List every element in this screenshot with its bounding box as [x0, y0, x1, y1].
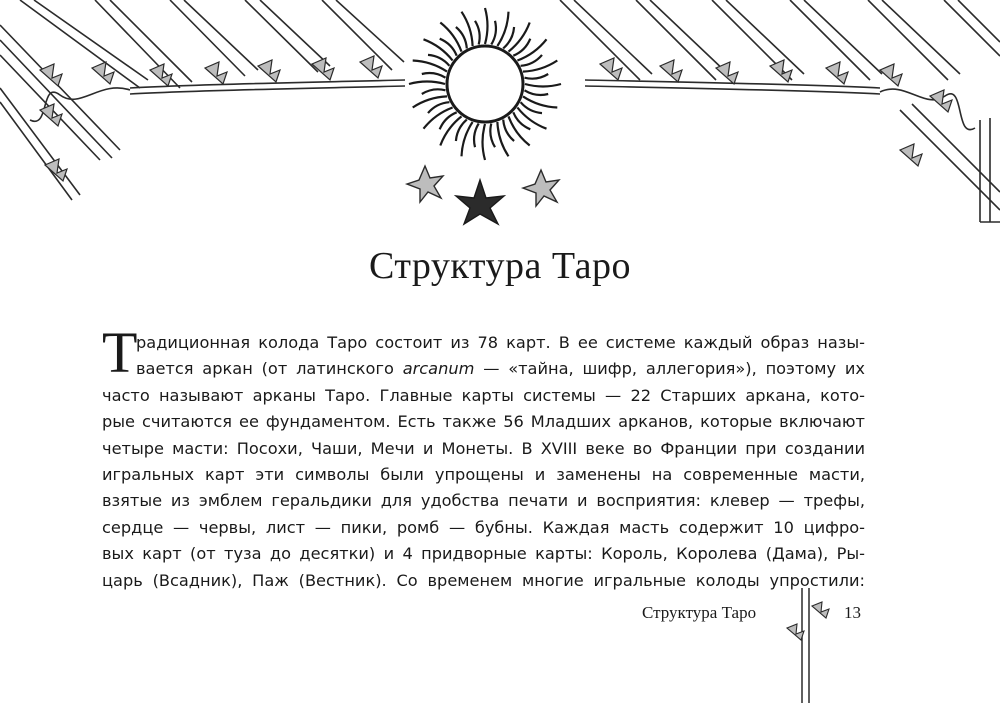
sun-ray — [413, 61, 447, 72]
sun-ray — [497, 122, 508, 156]
star-right-icon — [523, 170, 559, 206]
sun-ray — [491, 21, 496, 45]
sun-ray — [490, 124, 495, 148]
right-diagonal-bands-icon — [560, 0, 1000, 210]
sun-ray — [440, 112, 457, 129]
paragraph-line: вых карт (от туза до десятки) и 4 придворные карты: Король, Королева (Дама), Ры- — [102, 544, 865, 564]
paragraph-line: радиционная колода Таро состоит из 78 карт. В ее системе каждый образ назы- — [136, 333, 865, 352]
sun-ray — [525, 74, 549, 79]
paragraph-line: игральных карт эти символы были упрощены и заменены на современные масти, — [102, 464, 865, 484]
body-paragraph — [102, 320, 865, 594]
sun-ray — [497, 12, 508, 46]
sun-ray — [409, 82, 445, 85]
italic-term: arcanum — [402, 359, 475, 379]
sun-ray — [525, 84, 561, 87]
star-left-icon — [407, 166, 443, 202]
sun-ray — [422, 89, 446, 94]
sun-ray — [474, 124, 479, 148]
page-number: 13 — [844, 603, 861, 622]
sun-ray — [440, 39, 457, 56]
paragraph-line: взятые из эмблем геральдики для удобства печати и восприятия: клевер — трефы, — [102, 491, 865, 511]
sun-ray — [413, 96, 447, 107]
left-diagonal-bands-icon — [0, 0, 404, 200]
sun-ray — [523, 96, 557, 107]
running-title: Структура Таро — [642, 603, 757, 622]
sun-ray — [513, 112, 530, 129]
sun-ray — [525, 90, 549, 95]
paragraph-line: вается аркан (от латинского arcanum — «тайна, шифр, аллегория»), поэтому их — [136, 359, 865, 379]
paragraph-line: часто называют арканы Таро. Главные карты системы — 22 Старших аркана, кото- — [102, 385, 865, 405]
sun-ray — [485, 8, 488, 44]
sun-ray — [475, 21, 480, 45]
header-ornament — [0, 0, 1000, 230]
sun-ray — [422, 73, 446, 78]
vine-double-line-icon — [782, 588, 832, 703]
paragraph-line: сердце — червы, лист — пики, ромб — бубны. Каждая масть содержит 10 цифро- — [102, 517, 865, 537]
sun-ray — [483, 124, 486, 160]
chapter-title: Структура Таро — [369, 245, 631, 287]
paragraph-line: четыре масти: Посохи, Чаши, Мечи и Монеты. В XVIII веке во Франции при создании — [102, 438, 865, 458]
paragraph-line: царь (Всадник), Паж (Вестник). Со временем многие игральные колоды упростили: — [102, 570, 865, 590]
paragraph-line: рые считаются ее фундаментом. Есть также 56 Младших арканов, которые включают — [102, 412, 865, 432]
sun-ray — [462, 12, 473, 46]
sun-ray — [513, 39, 530, 56]
star-center-icon — [456, 180, 504, 224]
sun-ray — [462, 122, 473, 156]
sun-icon — [409, 8, 561, 160]
sun-ray — [523, 61, 557, 72]
drop-cap: Т — [102, 320, 138, 385]
